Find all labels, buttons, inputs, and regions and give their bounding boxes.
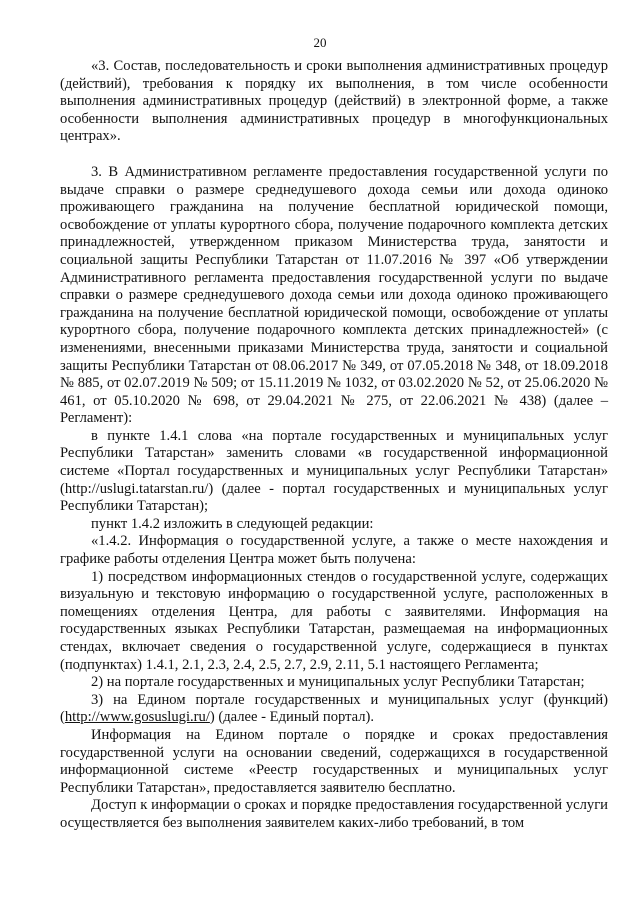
paragraph-text: 1) посредством информационных стендов о государственной услуге, содержащих визуальную и текстовую информацию о государственной услуге, расположенных в помещениях отделения Центра, для работы с заявителями. Информация на государственных языках Республики Татарстан, размещаемая на информационных стендах, включает сведения о государственной услуге, содержащиеся в пунктах (подпунктах) 1.4.1, 2.1, 2.3, 2.4, 2.5, 2.7, 2.9, 2.11, 5.1 настоящего Регламента;: [60, 568, 608, 673]
paragraph-text: ) (далее - Единый портал).: [209, 709, 375, 726]
paragraph: [60, 692, 608, 727]
paragraph: [60, 569, 608, 675]
paragraph-text: 3. В Административном регламенте предоставления государственной услуги по выдаче справки о размере среднедушевого дохода семьи или дохода одиноко проживающего гражданина на получение бесплатной юридической помощи, освобождение от уплаты курортного сбора, получение подарочного комплекта детских принадлежностей, утвержденном приказом Министерства труда, занятости и социальной защиты Республики Татарстан от 11.07.2016 № 397 «Об утверждении Административного регламента предоставления государственной услуги по выдаче справки о размере среднедушевого дохода семьи или дохода одиноко проживающего гражданина на получение бесплатной юридической помощи, освобождение от уплаты курортного сбора, получение подарочного комплекта детских принадлежностей» (с изменениями, внесенными приказами Министерства труда, занятости и социальной защиты Республики Татарстан от 08.06.2017 № 349, от 07.05.2018 № 348, от 18.09.2018 № 885, от 02.07.2019 № 509; от 15.11.2019 № 1032, от 03.02.2020 № 52, от 25.06.2020 № 461, от 05.10.2020 № 698, от 29.04.2021 № 275, от 22.06.2021 № 438) (далее – Регламент):: [60, 163, 608, 427]
paragraph: [60, 428, 608, 516]
paragraph-text: в пункте 1.4.1 слова «на портале государственных и муниципальных услуг Республики Татарстан» заменить словами «в государственной информационной системе «Портал государственных и муниципальных услуг Республики Татарстан» (http://uslugi.tatarstan.ru/) (далее - портал государственных и муниципальных услуг Республики Татарстан);: [60, 427, 608, 515]
paragraph: [60, 674, 608, 692]
paragraph-text: «3. Состав, последовательность и сроки выполнения административных процедур (действий), требования к порядку их выполнения, в том числе особенности выполнения административных процедур (действий) в электронной форме, а также особенности выполнения административных процедур в многофункциональных центрах».: [60, 58, 608, 145]
paragraph: [60, 797, 608, 832]
paragraph: [60, 727, 608, 797]
paragraph: [60, 164, 608, 428]
paragraph-text: 3) на Едином портале государственных и муниципальных услуг (функций) (: [60, 691, 608, 726]
document-body: [60, 58, 608, 833]
paragraph-text: Информация на Едином портале о порядке и сроках предоставления государственной услуги на основании сведений, содержащихся в государственной информационной системе «Реестр государственных и муниципальных услуг Республики Татарстан», предоставляется заявителю бесплатно.: [60, 726, 608, 796]
paragraph-text: 2) на портале государственных и муниципальных услуг Республики Татарстан;: [91, 674, 585, 691]
paragraph: [60, 58, 608, 146]
gosuslugi-link[interactable]: http://www.gosuslugi.ru/: [64, 709, 210, 726]
paragraph-text: «1.4.2. Информация о государственной услуге, а также о месте нахождения и графике работы отделения Центра может быть получена:: [60, 533, 608, 568]
paragraph-text: пункт 1.4.2 изложить в следующей редакции:: [91, 515, 374, 532]
paragraph: [60, 533, 608, 568]
paragraph: [60, 516, 608, 534]
paragraph-text: Доступ к информации о сроках и порядке предоставления государственной услуги осуществляется без выполнения заявителем каких-либо требований, в том: [60, 797, 608, 831]
page-number: 20: [313, 35, 327, 50]
